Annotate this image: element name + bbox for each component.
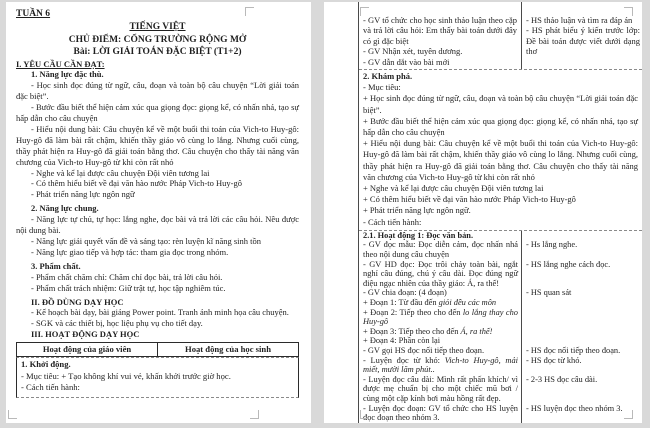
objective-item: - Nghe và kể lại được câu chuyện Đội viên tương lai xyxy=(31,167,210,178)
objective-item: - Phẩm chất trách nhiệm: Giữ trật tự, học tập nghiêm túc. xyxy=(31,282,226,293)
warmup-continuation-row xyxy=(359,2,642,70)
objective-item: - Năng lực giải quyết vấn đề và sáng tạo: rèn luyện kĩ năng sinh tồn xyxy=(31,236,262,246)
student-action: - HS đọc từ khó. xyxy=(521,356,642,375)
student-action: - HS luyện đọc theo nhóm 3. xyxy=(521,404,642,423)
student-action: - HS quan sát xyxy=(521,288,642,298)
teacher-action: - GV tổ chức cho học sinh thảo luận theo cặp và trả lời câu hỏi: Em thấy bài toán dưới đây có gì đặc biệt xyxy=(363,15,517,46)
student-action: - HS đọc nối tiếp theo đoạn. xyxy=(521,346,642,356)
objective-item: - Năng lực giao tiếp và hợp tác: tham gia đọc trong nhóm. xyxy=(31,246,229,257)
student-action: - Hs lắng nghe. xyxy=(521,240,642,259)
margin-crop-mark xyxy=(360,410,369,419)
teacher-action: - GV Nhận xét, tuyên dương. xyxy=(363,46,463,57)
discovery-line: - Cách tiến hành: xyxy=(363,216,422,227)
discovery-row xyxy=(359,70,642,231)
objective-item: - Phát triển năng lực ngôn ngữ xyxy=(31,189,135,200)
activities-table xyxy=(16,342,299,398)
passage-item: + Đoạn 3: Tiếp theo cho đến Á, ra thế! xyxy=(363,326,493,336)
passage-item: + Đoạn 4: Phần còn lại xyxy=(363,336,441,346)
discovery-line: + Học sinh đọc đúng từ ngữ, câu, đoạn và toàn bộ câu chuyện “Lời giải toán đặc biệt”. xyxy=(363,93,638,115)
margin-crop-mark xyxy=(624,7,633,16)
discovery-line: + Có thêm hiểu biết về đại văn hào nước Pháp Vich-to Huy-gô xyxy=(363,194,576,205)
aid-item: - Kế hoạch bài dạy, bài giảng Power point. Tranh ảnh minh họa câu chuyện. xyxy=(31,307,289,318)
discovery-line: + Phát triển năng lực ngôn ngữ. xyxy=(363,205,471,216)
margin-crop-mark xyxy=(8,410,17,419)
objective-item: - Học sinh đọc đúng từ ngữ, câu, đoạn và toàn bộ câu chuyện “Lời giải toán đặc biệt”. xyxy=(16,80,299,102)
page-right xyxy=(324,2,642,423)
discovery-heading: 2. Khám phá. xyxy=(363,71,413,82)
objective-item: - Hiểu nội dung bài: Câu chuyện kể về một buổi thi toán của Vich-to Huy-gô: Huy-gô đã làm bài rất chậm, khiến thầy giáo vô cùng lo lắng. Nhưng cuối cùng, thầy phát hiện ra Huy-gô đã giải toán bằng thơ. Câu chuyện cho thấy tài năng văn chương của Vich-to Huy-gô từ khi còn rất nhỏ xyxy=(16,123,299,167)
margin-crop-mark xyxy=(250,410,259,419)
discovery-line: + Hiểu nội dung bài: Câu chuyện kể về một buổi thi toán của Vich-to Huy-gô: Huy-gô đã làm bài rất chậm, khiến thầy giáo vô cùng lo lắng. Nhưng cuối cùng, thầy phát hiện ra Huy-gô đã giải toán bằng thơ. Câu chuyện cho thấy tài năng văn chương của Vich-to Huy-gô từ khi còn rất nhỏ xyxy=(363,138,638,182)
week-label: TUẦN 6 xyxy=(16,9,51,19)
teacher-action: - Luyện đọc câu dài: Mình rất phấn khích/ vì được mẹ chuẩn bị cho một chiếc mũ bơi / cùng một cặp kính bơi màu hồng rất đẹp. xyxy=(363,374,518,403)
teacher-action: - GV gọi HS đọc nối tiếp theo đoạn. xyxy=(363,346,485,355)
passage-item: + Đoạn 2: Tiếp theo cho đến lo lắng thay cho Huy-gô xyxy=(363,307,518,327)
objective-item: - Bước đầu biết thể hiện cảm xúc qua giọng đọc: giọng kể, có nhấn nhá, tạo sự hấp dẫn cho câu chuyện xyxy=(16,102,299,124)
student-action: - HS phát biểu ý kiến trước lớp: Đề bài toán được viết dưới dạng thơ xyxy=(526,25,640,57)
objective-item: - Có thêm hiểu biết về đại văn hào nước Pháp Vich-to Huy-gô xyxy=(31,178,242,189)
activities-table-continued xyxy=(358,2,642,423)
objective-item: - Năng lực tự chủ, tự học: lắng nghe, đọc bài và trả lời các câu hỏi. Nêu được nội dung bài. xyxy=(16,214,299,236)
student-action: - 2-3 HS đọc câu dài. xyxy=(521,375,642,404)
reading-activity-heading: 2.1. Hoạt động 1: Đọc văn bản. xyxy=(363,230,474,240)
topic-title: CHỦ ĐIỂM: CỔNG TRƯỜNG RỘNG MỞ xyxy=(68,34,247,45)
subject-title: TIẾNG VIỆT xyxy=(129,22,186,32)
student-action: - HS thảo luận và tìm ra đáp án xyxy=(526,15,633,25)
aid-item: - SGK và các thiết bị, học liệu phụ vụ cho tiết dạy. xyxy=(31,318,203,329)
warmup-heading: 1. Khởi động. xyxy=(21,359,71,370)
discovery-line: - Mục tiêu: xyxy=(363,82,401,93)
margin-crop-mark xyxy=(624,410,633,419)
warmup-procedure: - Cách tiến hành: xyxy=(21,382,80,393)
discovery-line: + Bước đầu biết thể hiện cảm xúc qua giọng đọc: giọng kể, có nhấn nhá, tạo sự hấp dẫn cho câu chuyện xyxy=(363,115,638,138)
activities-heading: III. HOẠT ĐỘNG DẠY HỌC xyxy=(31,329,140,340)
teacher-action: - GV chia đoạn: (4 đoạn) xyxy=(363,288,447,298)
requirements-heading: I. YÊU CẦU CẦN ĐẠT: xyxy=(16,58,105,69)
student-action: - HS lắng nghe cách đọc. xyxy=(521,260,642,289)
margin-crop-mark xyxy=(245,7,254,16)
teacher-action: - GV HD đọc: Đọc trôi chảy toàn bài, ngắt nghỉ câu đúng, chú ý câu dài. Đọc đúng ngữ điệu ngạc nhiên của thầy giáo: Á, ra thế! xyxy=(363,259,518,288)
teacher-action: - Luyện đọc đoạn: GV tổ chức cho HS luyện đọc đoạn theo nhóm 3. xyxy=(363,403,518,423)
passage-split-list xyxy=(359,298,521,346)
activity-warmup-row xyxy=(16,357,299,398)
student-cell-empty xyxy=(521,231,642,241)
teacher-column-header: Hoạt động của giáo viên xyxy=(42,344,132,355)
reading-activity-rows xyxy=(359,231,642,423)
general-competency-heading: 2. Năng lực chung. xyxy=(31,203,99,214)
lesson-title: Bài: LỜI GIẢI TOÁN ĐẶC BIỆT (T1+2) xyxy=(73,47,242,57)
teaching-aids-heading: II. ĐỒ DÙNG DẠY HỌC xyxy=(31,296,124,307)
discovery-line: + Nghe và kể lại được câu chuyện Đội viên tương lai xyxy=(363,183,544,194)
objective-item: - Phẩm chất chăm chỉ: Chăm chỉ đọc bài, trả lời câu hỏi. xyxy=(31,271,223,282)
objectives-section xyxy=(16,59,299,341)
student-column-header: Hoạt động của học sinh xyxy=(157,343,298,356)
passage-item: + Đoạn 1: Từ đầu đến giỏi đều các môn xyxy=(363,298,497,308)
table-header-row xyxy=(16,342,299,357)
warmup-goal: - Mục tiêu: + Tạo không khí vui vẻ, khấn khởi trước giờ học. xyxy=(21,370,231,381)
page-left xyxy=(6,2,311,423)
teacher-action: - GV dẫn dắt vào bài mới xyxy=(363,56,450,67)
teacher-action-hard-words: - Luyện đọc từ khó: Vich-to Huy-gô, mải miết, mười lăm phút.. xyxy=(363,355,518,375)
student-cell-empty xyxy=(521,298,642,346)
margin-crop-mark xyxy=(360,7,369,16)
teacher-cell xyxy=(359,2,521,69)
specific-competency-heading: 1. Năng lực đặc thù. xyxy=(31,69,104,80)
teacher-action: - GV đọc mẫu: Đọc diễn cảm, đọc nhấn nhá theo nội dung câu chuyện xyxy=(363,240,518,260)
quality-heading: 3. Phẩm chất. xyxy=(31,260,81,271)
